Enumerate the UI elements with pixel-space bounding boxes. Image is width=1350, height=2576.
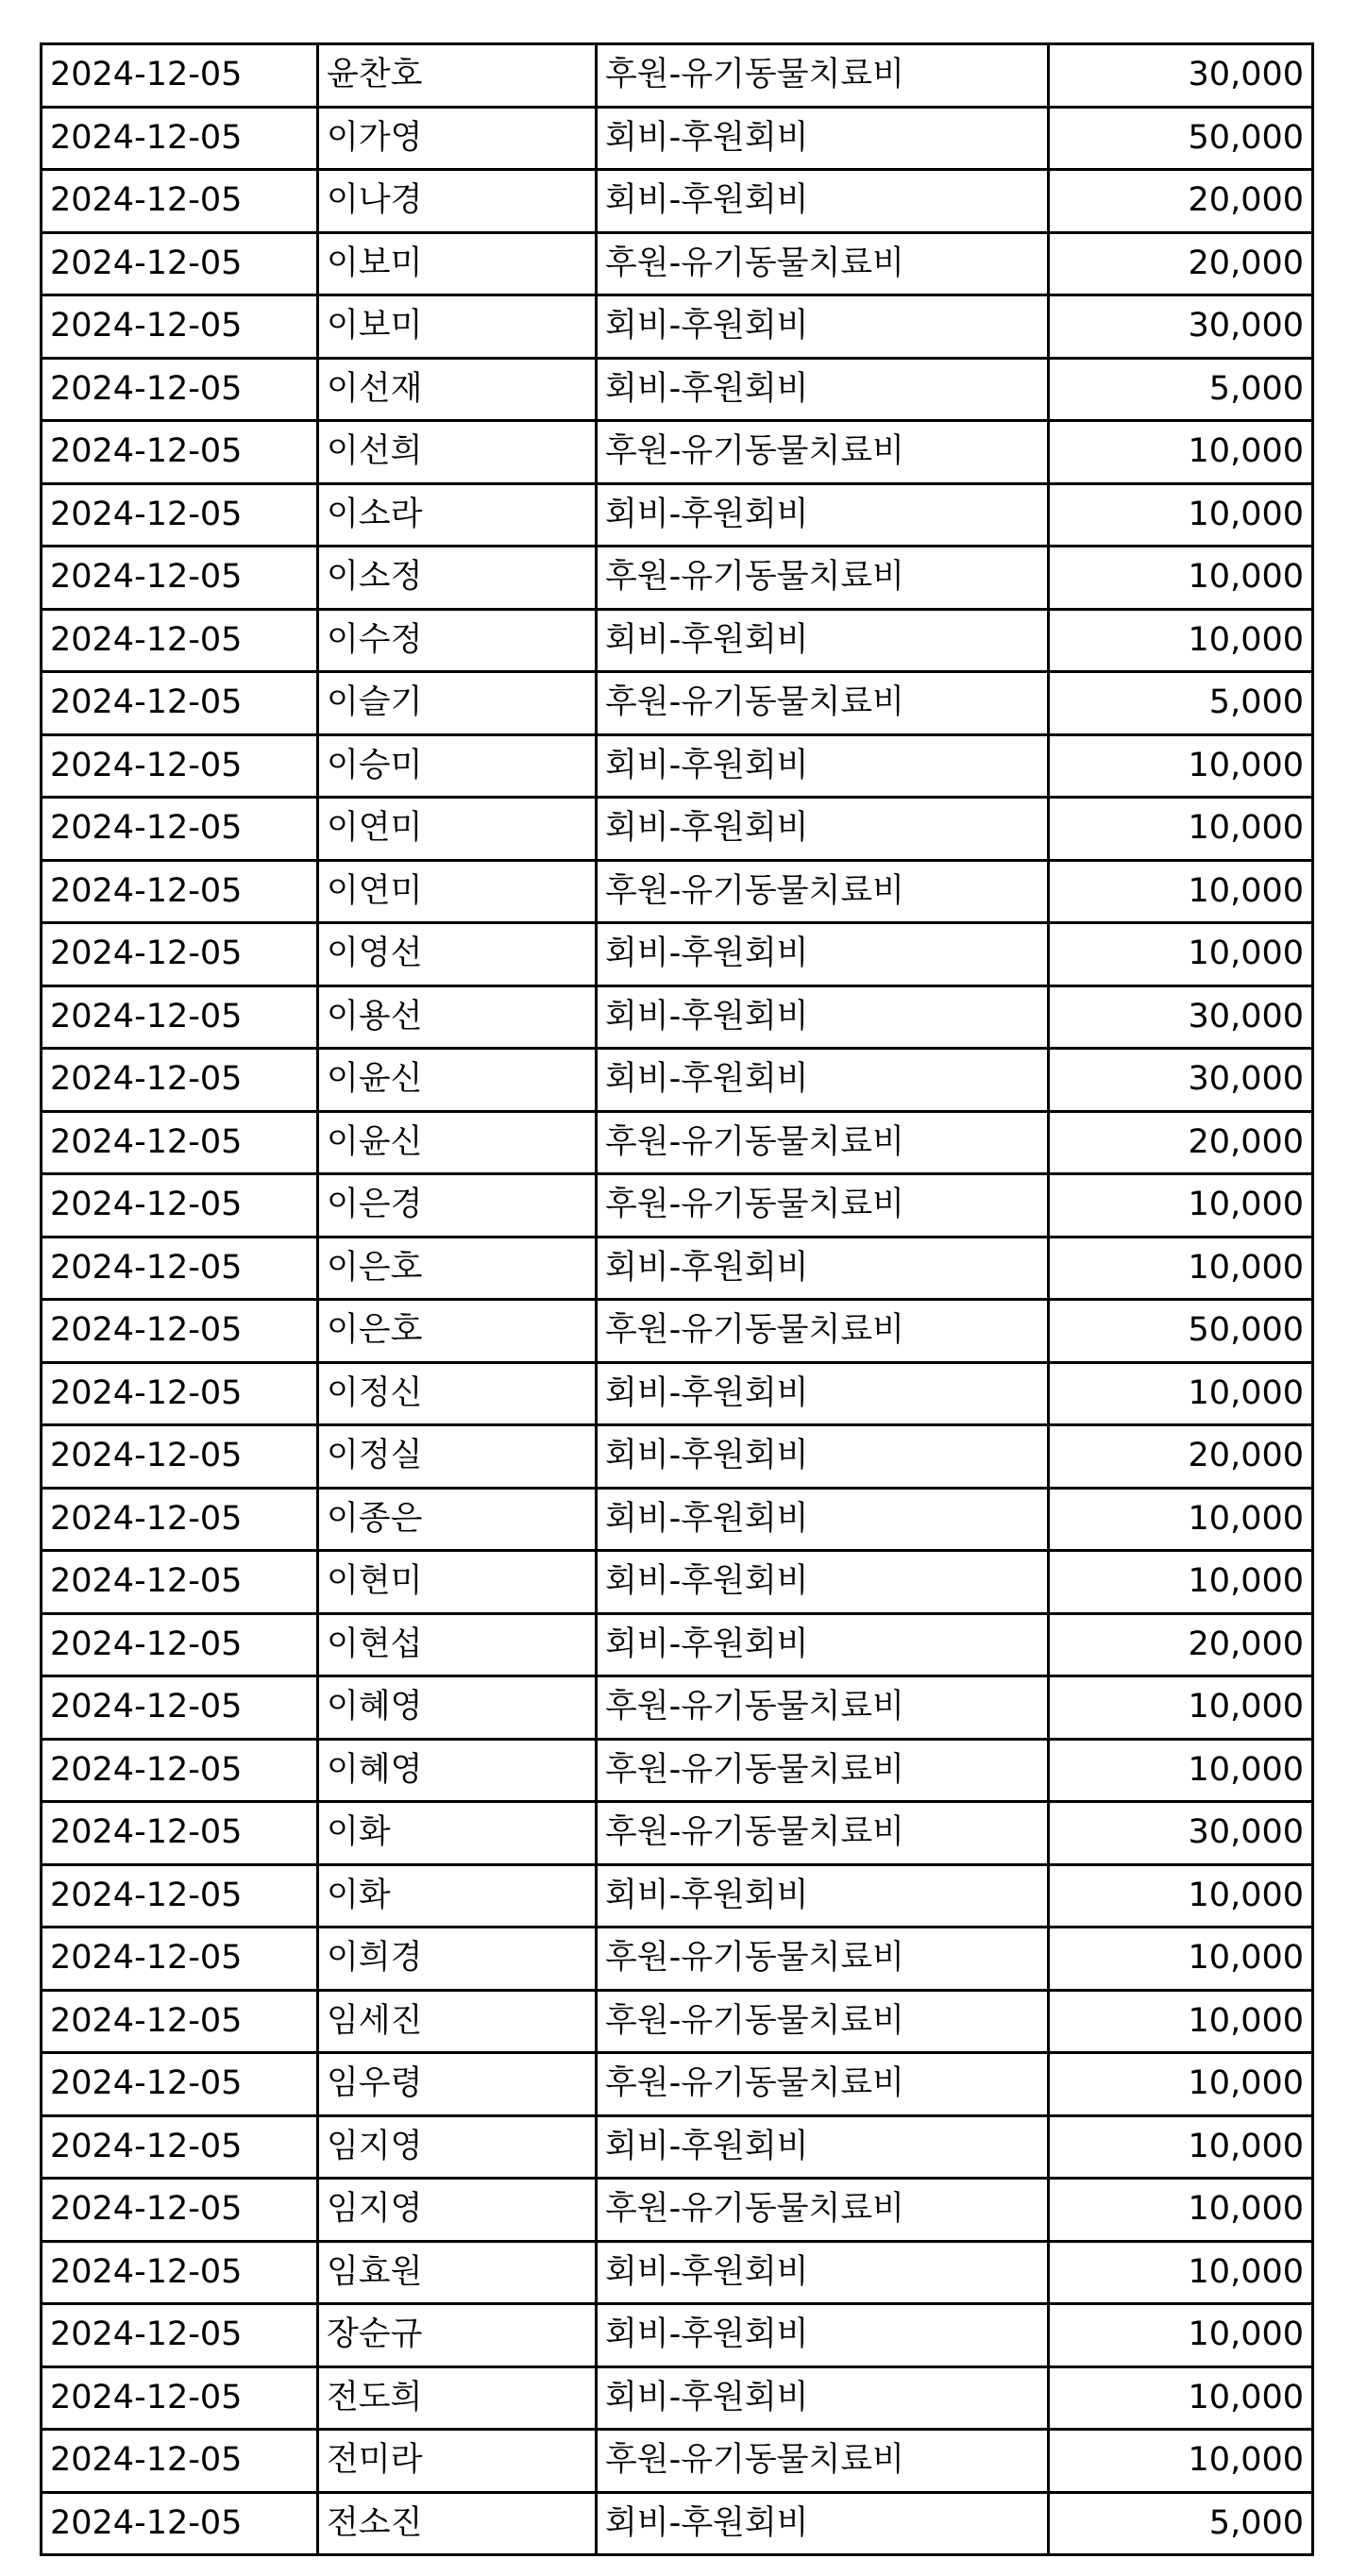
cell-amount: 10,000 xyxy=(1049,1739,1313,1802)
cell-category: 회비-후원회비 xyxy=(597,1425,1049,1489)
table-row xyxy=(42,2053,1313,2116)
cell-category: 회비-후원회비 xyxy=(597,923,1049,986)
cell-donor-name: 장순규 xyxy=(318,2304,597,2367)
cell-date: 2024-12-05 xyxy=(42,1928,318,1991)
cell-donor-name: 임우령 xyxy=(318,2053,597,2116)
cell-category: 후원-유기동물치료비 xyxy=(597,1111,1049,1174)
cell-date: 2024-12-05 xyxy=(42,1864,318,1928)
cell-category: 회비-후원회비 xyxy=(597,1551,1049,1614)
table-row xyxy=(42,1300,1313,1363)
cell-donor-name: 이화 xyxy=(318,1802,597,1865)
table-row xyxy=(42,1111,1313,1174)
cell-donor-name: 전소진 xyxy=(318,2492,597,2555)
table-row xyxy=(42,2366,1313,2430)
cell-category: 회비-후원회비 xyxy=(597,2304,1049,2367)
cell-category: 회비-후원회비 xyxy=(597,609,1049,672)
cell-category: 회비-후원회비 xyxy=(597,2115,1049,2179)
donation-ledger-table xyxy=(40,42,1314,2556)
table-row xyxy=(42,1864,1313,1928)
cell-category: 회비-후원회비 xyxy=(597,1613,1049,1676)
table-row xyxy=(42,1237,1313,1300)
cell-donor-name: 이현미 xyxy=(318,1551,597,1614)
cell-donor-name: 이혜영 xyxy=(318,1739,597,1802)
cell-donor-name: 이소라 xyxy=(318,483,597,547)
cell-date: 2024-12-05 xyxy=(42,2241,318,2304)
cell-donor-name: 이용선 xyxy=(318,985,597,1049)
cell-date: 2024-12-05 xyxy=(42,170,318,233)
cell-amount: 10,000 xyxy=(1049,1676,1313,1740)
cell-amount: 20,000 xyxy=(1049,1111,1313,1174)
cell-date: 2024-12-05 xyxy=(42,1676,318,1740)
table-row xyxy=(42,985,1313,1049)
cell-category: 후원-유기동물치료비 xyxy=(597,2430,1049,2493)
cell-category: 후원-유기동물치료비 xyxy=(597,1739,1049,1802)
cell-category: 후원-유기동물치료비 xyxy=(597,1990,1049,2053)
cell-category: 후원-유기동물치료비 xyxy=(597,1928,1049,1991)
cell-date: 2024-12-05 xyxy=(42,232,318,295)
cell-donor-name: 이승미 xyxy=(318,734,597,798)
cell-amount: 30,000 xyxy=(1049,1802,1313,1865)
cell-date: 2024-12-05 xyxy=(42,2366,318,2430)
cell-donor-name: 임지영 xyxy=(318,2115,597,2179)
cell-date: 2024-12-05 xyxy=(42,44,318,108)
cell-amount: 10,000 xyxy=(1049,483,1313,547)
cell-date: 2024-12-05 xyxy=(42,672,318,735)
cell-donor-name: 이영선 xyxy=(318,923,597,986)
cell-donor-name: 이연미 xyxy=(318,798,597,861)
table-row xyxy=(42,2304,1313,2367)
cell-donor-name: 이은경 xyxy=(318,1174,597,1237)
cell-amount: 10,000 xyxy=(1049,2366,1313,2430)
cell-donor-name: 이희경 xyxy=(318,1928,597,1991)
table-row xyxy=(42,1551,1313,1614)
cell-donor-name: 이화 xyxy=(318,1864,597,1928)
cell-amount: 50,000 xyxy=(1049,1300,1313,1363)
cell-donor-name: 이은호 xyxy=(318,1300,597,1363)
cell-date: 2024-12-05 xyxy=(42,860,318,923)
cell-amount: 30,000 xyxy=(1049,985,1313,1049)
table-row xyxy=(42,923,1313,986)
cell-amount: 5,000 xyxy=(1049,358,1313,421)
table-row xyxy=(42,1425,1313,1489)
cell-category: 후원-유기동물치료비 xyxy=(597,547,1049,610)
table-row xyxy=(42,295,1313,359)
cell-donor-name: 이슬기 xyxy=(318,672,597,735)
table-row xyxy=(42,798,1313,861)
cell-date: 2024-12-05 xyxy=(42,923,318,986)
table-row xyxy=(42,107,1313,170)
cell-category: 후원-유기동물치료비 xyxy=(597,1174,1049,1237)
cell-date: 2024-12-05 xyxy=(42,1362,318,1425)
table-row xyxy=(42,1613,1313,1676)
cell-donor-name: 이혜영 xyxy=(318,1676,597,1740)
table-row xyxy=(42,609,1313,672)
cell-category: 회비-후원회비 xyxy=(597,985,1049,1049)
cell-donor-name: 이현섭 xyxy=(318,1613,597,1676)
table-row xyxy=(42,1676,1313,1740)
table-row xyxy=(42,421,1313,484)
cell-donor-name: 윤찬호 xyxy=(318,44,597,108)
cell-amount: 10,000 xyxy=(1049,1864,1313,1928)
cell-donor-name: 임효원 xyxy=(318,2241,597,2304)
cell-category: 후원-유기동물치료비 xyxy=(597,860,1049,923)
table-row xyxy=(42,547,1313,610)
table-row xyxy=(42,1990,1313,2053)
cell-amount: 10,000 xyxy=(1049,1362,1313,1425)
table-row xyxy=(42,2241,1313,2304)
cell-amount: 10,000 xyxy=(1049,2304,1313,2367)
table-row xyxy=(42,1928,1313,1991)
cell-amount: 10,000 xyxy=(1049,1237,1313,1300)
cell-category: 후원-유기동물치료비 xyxy=(597,44,1049,108)
cell-category: 회비-후원회비 xyxy=(597,2366,1049,2430)
cell-amount: 10,000 xyxy=(1049,734,1313,798)
cell-category: 후원-유기동물치료비 xyxy=(597,1676,1049,1740)
cell-date: 2024-12-05 xyxy=(42,1613,318,1676)
cell-date: 2024-12-05 xyxy=(42,1174,318,1237)
table-row xyxy=(42,1739,1313,1802)
cell-date: 2024-12-05 xyxy=(42,421,318,484)
cell-date: 2024-12-05 xyxy=(42,1990,318,2053)
cell-amount: 10,000 xyxy=(1049,1174,1313,1237)
cell-amount: 30,000 xyxy=(1049,1049,1313,1112)
cell-date: 2024-12-05 xyxy=(42,1488,318,1551)
cell-category: 회비-후원회비 xyxy=(597,1362,1049,1425)
table-row xyxy=(42,1362,1313,1425)
cell-amount: 10,000 xyxy=(1049,609,1313,672)
table-row xyxy=(42,232,1313,295)
cell-category: 회비-후원회비 xyxy=(597,1864,1049,1928)
cell-category: 회비-후원회비 xyxy=(597,1488,1049,1551)
cell-donor-name: 전미라 xyxy=(318,2430,597,2493)
cell-amount: 10,000 xyxy=(1049,2179,1313,2242)
ledger-body xyxy=(42,44,1313,2555)
cell-date: 2024-12-05 xyxy=(42,609,318,672)
cell-date: 2024-12-05 xyxy=(42,1111,318,1174)
cell-category: 후원-유기동물치료비 xyxy=(597,2053,1049,2116)
cell-date: 2024-12-05 xyxy=(42,2115,318,2179)
cell-amount: 10,000 xyxy=(1049,923,1313,986)
cell-amount: 10,000 xyxy=(1049,2115,1313,2179)
table-row xyxy=(42,170,1313,233)
cell-category: 회비-후원회비 xyxy=(597,358,1049,421)
table-row xyxy=(42,2179,1313,2242)
cell-amount: 10,000 xyxy=(1049,547,1313,610)
table-row xyxy=(42,2115,1313,2179)
cell-category: 후원-유기동물치료비 xyxy=(597,672,1049,735)
cell-category: 후원-유기동물치료비 xyxy=(597,421,1049,484)
table-row xyxy=(42,44,1313,108)
cell-date: 2024-12-05 xyxy=(42,1049,318,1112)
cell-category: 회비-후원회비 xyxy=(597,734,1049,798)
cell-date: 2024-12-05 xyxy=(42,798,318,861)
cell-donor-name: 이나경 xyxy=(318,170,597,233)
cell-category: 회비-후원회비 xyxy=(597,107,1049,170)
cell-amount: 10,000 xyxy=(1049,1990,1313,2053)
cell-category: 회비-후원회비 xyxy=(597,1237,1049,1300)
table-row xyxy=(42,358,1313,421)
cell-amount: 5,000 xyxy=(1049,672,1313,735)
cell-category: 후원-유기동물치료비 xyxy=(597,1802,1049,1865)
cell-donor-name: 이정신 xyxy=(318,1362,597,1425)
table-row xyxy=(42,734,1313,798)
cell-amount: 5,000 xyxy=(1049,2492,1313,2555)
table-row xyxy=(42,1488,1313,1551)
cell-date: 2024-12-05 xyxy=(42,2430,318,2493)
cell-category: 후원-유기동물치료비 xyxy=(597,2179,1049,2242)
cell-donor-name: 이종은 xyxy=(318,1488,597,1551)
cell-amount: 20,000 xyxy=(1049,1425,1313,1489)
cell-date: 2024-12-05 xyxy=(42,1237,318,1300)
table-row xyxy=(42,1049,1313,1112)
cell-amount: 10,000 xyxy=(1049,798,1313,861)
cell-category: 회비-후원회비 xyxy=(597,2241,1049,2304)
cell-donor-name: 이보미 xyxy=(318,232,597,295)
cell-category: 후원-유기동물치료비 xyxy=(597,1300,1049,1363)
table-row xyxy=(42,860,1313,923)
cell-amount: 10,000 xyxy=(1049,1488,1313,1551)
cell-date: 2024-12-05 xyxy=(42,734,318,798)
cell-date: 2024-12-05 xyxy=(42,2492,318,2555)
cell-category: 회비-후원회비 xyxy=(597,2492,1049,2555)
cell-donor-name: 이연미 xyxy=(318,860,597,923)
cell-date: 2024-12-05 xyxy=(42,2053,318,2116)
cell-date: 2024-12-05 xyxy=(42,1300,318,1363)
table-row xyxy=(42,672,1313,735)
cell-donor-name: 이윤신 xyxy=(318,1049,597,1112)
cell-donor-name: 이소정 xyxy=(318,547,597,610)
cell-date: 2024-12-05 xyxy=(42,1802,318,1865)
cell-donor-name: 이윤신 xyxy=(318,1111,597,1174)
cell-amount: 10,000 xyxy=(1049,2053,1313,2116)
cell-date: 2024-12-05 xyxy=(42,295,318,359)
cell-amount: 20,000 xyxy=(1049,232,1313,295)
cell-amount: 50,000 xyxy=(1049,107,1313,170)
cell-donor-name: 이보미 xyxy=(318,295,597,359)
cell-donor-name: 이정실 xyxy=(318,1425,597,1489)
cell-donor-name: 이선희 xyxy=(318,421,597,484)
cell-date: 2024-12-05 xyxy=(42,358,318,421)
cell-date: 2024-12-05 xyxy=(42,547,318,610)
cell-amount: 30,000 xyxy=(1049,295,1313,359)
cell-amount: 20,000 xyxy=(1049,1613,1313,1676)
cell-amount: 10,000 xyxy=(1049,860,1313,923)
table-row xyxy=(42,1802,1313,1865)
cell-donor-name: 전도희 xyxy=(318,2366,597,2430)
cell-amount: 10,000 xyxy=(1049,1551,1313,1614)
table-row xyxy=(42,1174,1313,1237)
cell-category: 회비-후원회비 xyxy=(597,295,1049,359)
cell-date: 2024-12-05 xyxy=(42,1425,318,1489)
cell-donor-name: 이선재 xyxy=(318,358,597,421)
cell-category: 회비-후원회비 xyxy=(597,1049,1049,1112)
cell-date: 2024-12-05 xyxy=(42,2304,318,2367)
cell-date: 2024-12-05 xyxy=(42,483,318,547)
cell-date: 2024-12-05 xyxy=(42,1551,318,1614)
cell-category: 회비-후원회비 xyxy=(597,170,1049,233)
cell-amount: 10,000 xyxy=(1049,2241,1313,2304)
cell-date: 2024-12-05 xyxy=(42,2179,318,2242)
table-row xyxy=(42,2430,1313,2493)
cell-amount: 30,000 xyxy=(1049,44,1313,108)
cell-amount: 10,000 xyxy=(1049,1928,1313,1991)
cell-amount: 20,000 xyxy=(1049,170,1313,233)
cell-category: 회비-후원회비 xyxy=(597,483,1049,547)
cell-donor-name: 임세진 xyxy=(318,1990,597,2053)
cell-donor-name: 이가영 xyxy=(318,107,597,170)
cell-date: 2024-12-05 xyxy=(42,1739,318,1802)
cell-category: 회비-후원회비 xyxy=(597,798,1049,861)
cell-donor-name: 임지영 xyxy=(318,2179,597,2242)
cell-amount: 10,000 xyxy=(1049,421,1313,484)
table-row xyxy=(42,483,1313,547)
cell-donor-name: 이은호 xyxy=(318,1237,597,1300)
cell-donor-name: 이수정 xyxy=(318,609,597,672)
cell-category: 후원-유기동물치료비 xyxy=(597,232,1049,295)
table-row xyxy=(42,2492,1313,2555)
cell-date: 2024-12-05 xyxy=(42,107,318,170)
cell-amount: 10,000 xyxy=(1049,2430,1313,2493)
cell-date: 2024-12-05 xyxy=(42,985,318,1049)
